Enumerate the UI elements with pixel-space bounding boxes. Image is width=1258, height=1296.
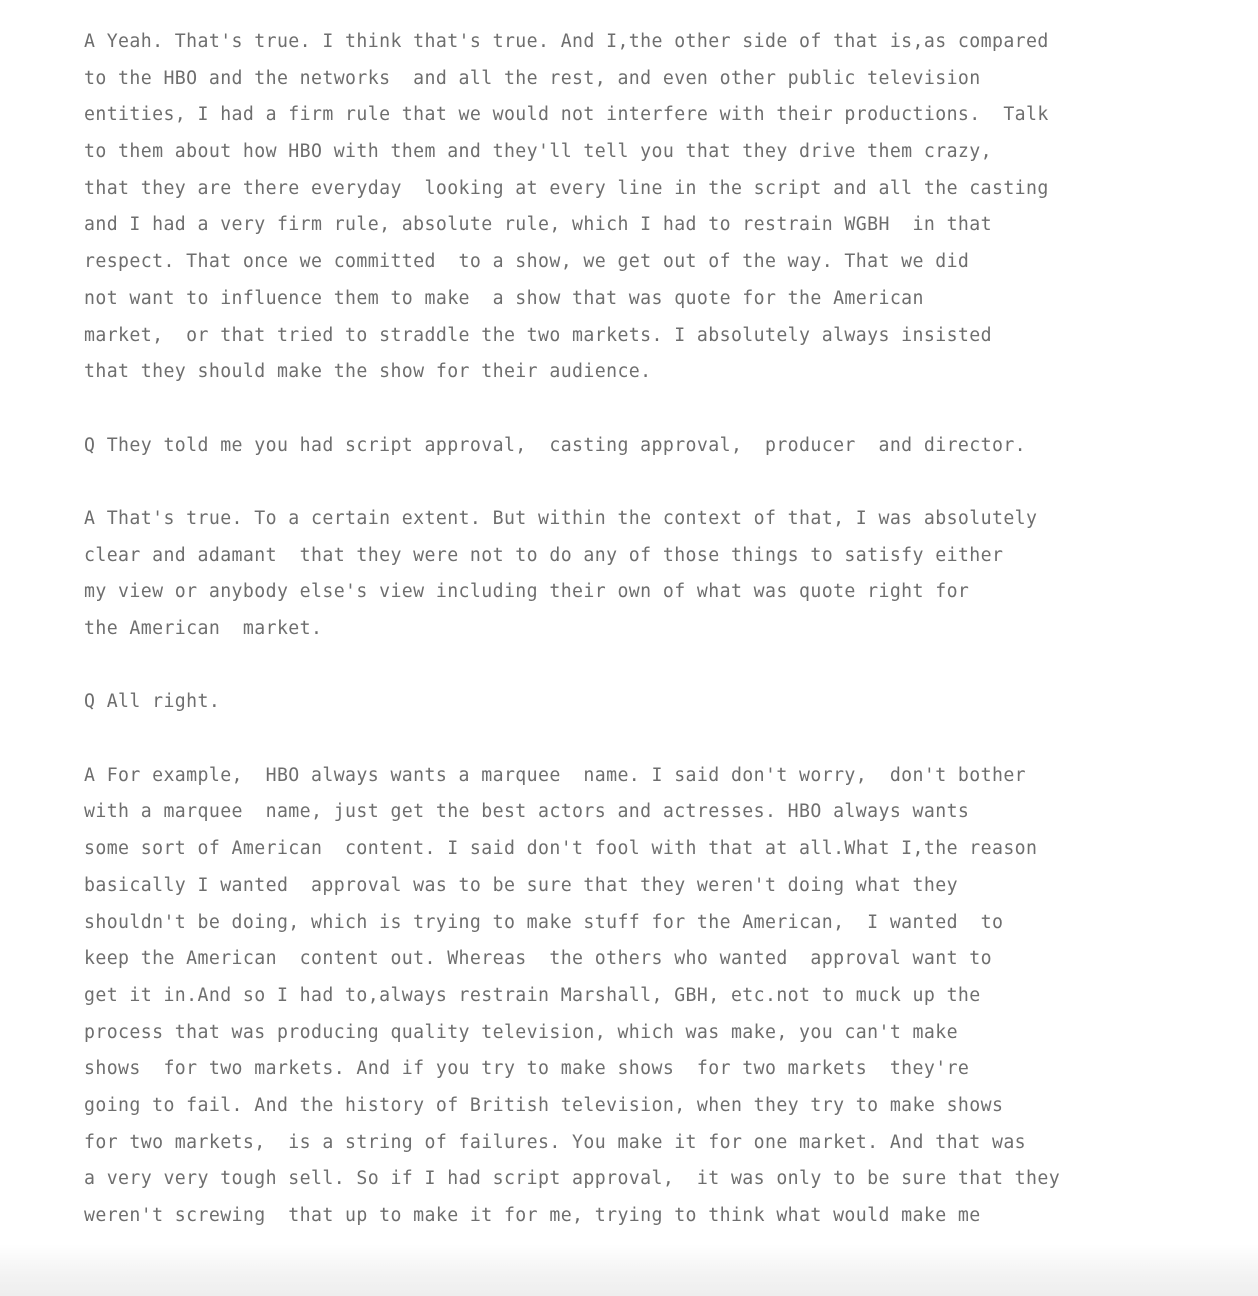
answer-paragraph xyxy=(84,501,1144,648)
interview-transcript xyxy=(84,24,1144,1235)
transcript-line: my view or anybody else's view including their own of what was quote right for xyxy=(84,581,970,603)
answer-paragraph xyxy=(84,24,1144,391)
paragraph-gap xyxy=(84,648,1144,685)
transcript-line: keep the American content out. Whereas the others who wanted approval want to xyxy=(84,948,992,970)
question-paragraph xyxy=(84,428,1144,465)
transcript-line: respect. That once we committed to a show, we get out of the way. That we did xyxy=(84,251,970,273)
transcript-line: A That's true. To a certain extent. But within the context of that, I was absolutely xyxy=(84,507,1038,529)
answer-paragraph xyxy=(84,758,1144,1235)
transcript-line: entities, I had a firm rule that we would not interfere with their productions. Talk xyxy=(84,104,1049,126)
transcript-line: some sort of American content. I said don't fool with that at all.What I,the reason xyxy=(84,838,1038,860)
transcript-line: process that was producing quality television, which was make, you can't make xyxy=(84,1021,958,1043)
transcript-line: market, or that tried to straddle the two markets. I absolutely always insisted xyxy=(84,324,992,346)
question-paragraph xyxy=(84,684,1144,721)
transcript-line: clear and adamant that they were not to do any of those things to satisfy either xyxy=(84,544,1004,566)
transcript-line: not want to influence them to make a show that was quote for the American xyxy=(84,287,924,309)
paragraph-gap xyxy=(84,464,1144,501)
transcript-line: with a marquee name, just get the best actors and actresses. HBO always wants xyxy=(84,801,970,823)
transcript-line: A Yeah. That's true. I think that's true. And I,the other side of that is,as compared xyxy=(84,31,1049,52)
transcript-line: to the HBO and the networks and all the rest, and even other public television xyxy=(84,67,981,89)
transcript-line: the American market. xyxy=(84,618,323,639)
transcript-line: and I had a very firm rule, absolute rule, which I had to restrain WGBH in that xyxy=(84,214,992,236)
page-bottom-edge xyxy=(0,1244,1258,1296)
transcript-line: weren't screwing that up to make it for me, trying to think what would make me xyxy=(84,1205,981,1226)
transcript-line: A For example, HBO always wants a marquee name. I said don't worry, don't bother xyxy=(84,764,1027,786)
transcript-line: shows for two markets. And if you try to make shows for two markets they're xyxy=(84,1058,970,1080)
transcript-line: that they are there everyday looking at every line in the script and all the casting xyxy=(84,177,1049,199)
transcript-line: Q They told me you had script approval, casting approval, producer and director. xyxy=(84,434,1027,456)
transcript-line: to them about how HBO with them and they'll tell you that they drive them crazy, xyxy=(84,141,992,163)
transcript-line: for two markets, is a string of failures. You make it for one market. And that was xyxy=(84,1131,1027,1153)
transcript-line: that they should make the show for their audience. xyxy=(84,361,652,383)
transcript-line: basically I wanted approval was to be sure that they weren't doing what they xyxy=(84,874,958,896)
transcript-line: going to fail. And the history of British television, when they try to make shows xyxy=(84,1094,1004,1116)
transcript-line: get it in.And so I had to,always restrain Marshall, GBH, etc.not to muck up the xyxy=(84,984,981,1006)
transcript-line: shouldn't be doing, which is trying to make stuff for the American, I wanted to xyxy=(84,911,1004,933)
paragraph-gap xyxy=(84,721,1144,758)
paragraph-gap xyxy=(84,391,1144,428)
transcript-line: a very very tough sell. So if I had script approval, it was only to be sure that they xyxy=(84,1168,1061,1190)
transcript-line: Q All right. xyxy=(84,691,221,713)
